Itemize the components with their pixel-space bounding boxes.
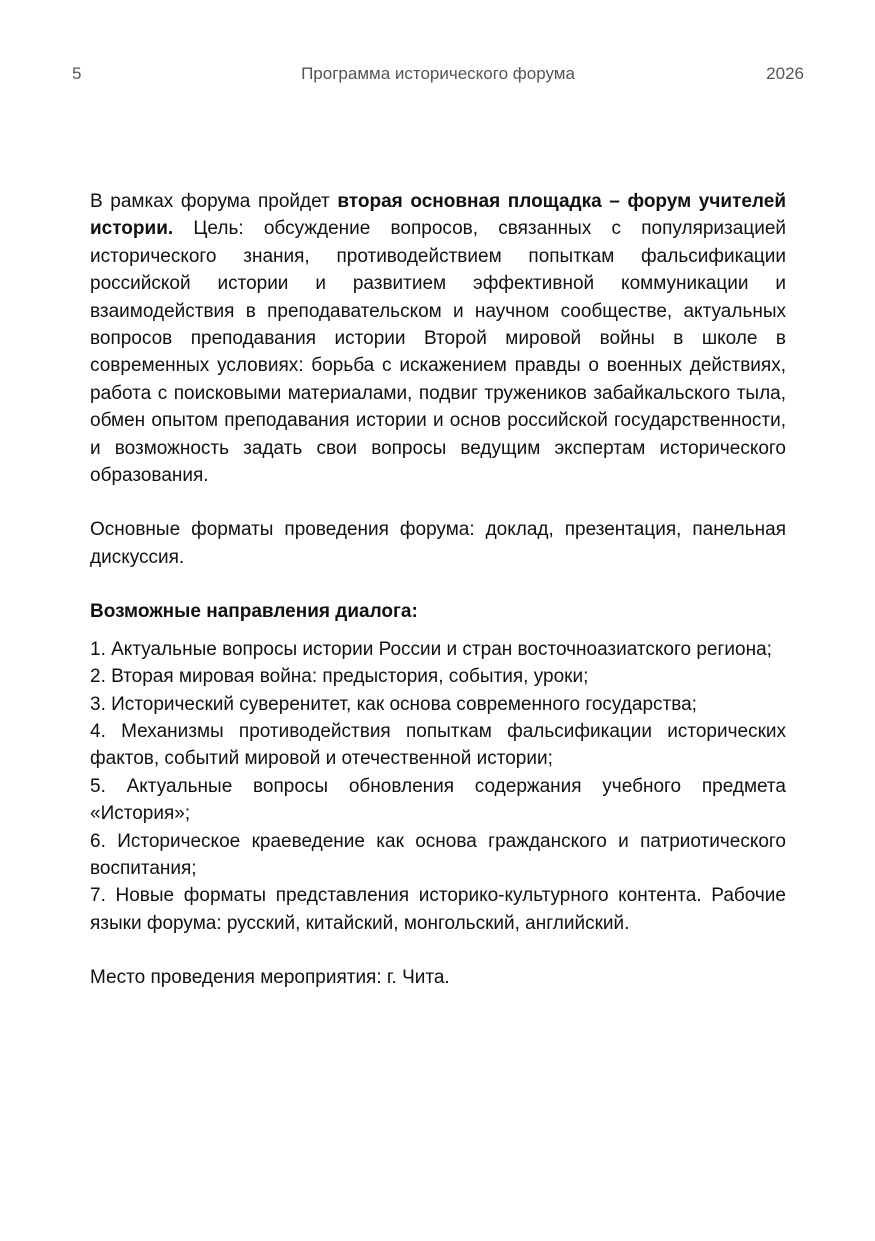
intro-lead: В рамках форума пройдет	[90, 191, 338, 212]
list-item: 6. Историческое краеведение как основа гражданского и патриотического воспитания;	[90, 830, 786, 879]
venue-paragraph: Место проведения мероприятия: г. Чита.	[90, 967, 450, 989]
list-item: 7. Новые форматы представления историко-культурного контента. Рабочие языки форума: русский, китайский, монгольский, английский.	[90, 885, 786, 934]
list-item: 2. Вторая мировая война: предыстория, события, уроки;	[90, 666, 589, 688]
running-header	[72, 64, 804, 88]
list-item: 5. Актуальные вопросы обновления содержания учебного предмета «История»;	[90, 775, 786, 825]
list-item: 4. Механизмы противодействия попыткам фальсификации исторических фактов, событий мировой и отечественной истории;	[90, 720, 786, 770]
list-item: 3. Исторический суверенитет, как основа современного государства;	[90, 693, 697, 715]
page-number: 5	[72, 64, 82, 83]
directions-heading: Возможные направления диалога:	[90, 601, 418, 623]
intro-highlight: вторая основная площадка – форум учителей истории.	[90, 191, 786, 240]
header-year: 2026	[766, 64, 804, 83]
directions-list	[90, 636, 786, 937]
intro-body: Цель: обсуждение вопросов, связанных с популяризацией исторического знания, противодействием попыткам фальсификации российской истории и развитием эффективной коммуникации и взаимодействия в преподавательском и научном сообществе, актуальных вопросов преподавания истории Второй мировой войны в школе в современных условиях: борьба с искажением правды о военных действиях, работа с поисковыми материалами, подвиг тружеников забайкальского тыла, обмен опытом преподавания истории и основ российской государственности, и возможность задать свои вопросы ведущим экспертам исторического образования.	[90, 218, 786, 487]
header-title: Программа исторического форума	[301, 64, 575, 83]
list-item: 1. Актуальные вопросы истории России и стран восточноазиатского региона;	[90, 638, 772, 660]
page-content	[90, 188, 786, 992]
intro-paragraph	[90, 188, 786, 489]
formats-paragraph: Основные форматы проведения форума: доклад, презентация, панельная дискуссия.	[90, 519, 786, 568]
